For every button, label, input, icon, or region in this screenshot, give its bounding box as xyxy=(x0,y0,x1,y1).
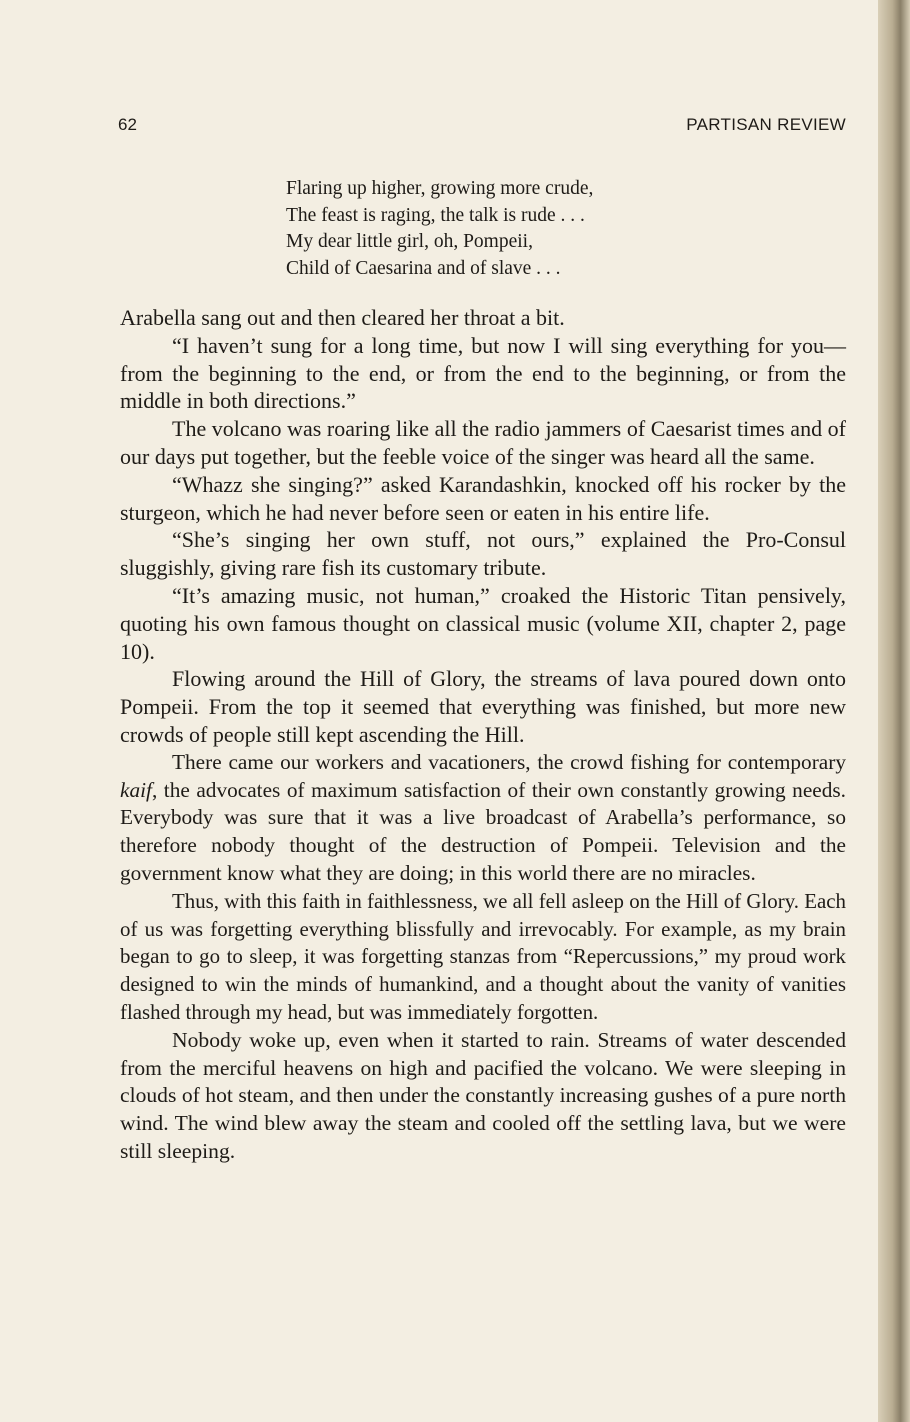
page-number: 62 xyxy=(118,115,137,134)
paragraph-text: There came our workers and vacationers, the crowd fishing for contemporary xyxy=(172,749,846,774)
running-header xyxy=(118,115,846,139)
body-text xyxy=(120,304,846,1166)
paragraph: Flowing around the Hill of Glory, the streams of lava poured down onto Pompeii. From the top it seemed that everything was finished, but more new crowds of people still kept ascending the Hill. xyxy=(120,666,846,747)
verse-line: My dear little girl, oh, Pompeii, xyxy=(286,231,533,252)
italic-word: kaif xyxy=(120,777,152,802)
paragraph: The volcano was roaring like all the radio jammers of Caesarist times and of our days put together, but the feeble voice of the singer was heard all the same. xyxy=(120,416,846,469)
paragraph: “It’s amazing music, not human,” croaked the Historic Titan pensively, quoting his own famous thought on classical music (volume XII, chapter 2, page 10). xyxy=(120,582,846,664)
verse-line: Flaring up higher, growing more crude, xyxy=(286,178,594,199)
paragraph xyxy=(120,749,846,888)
paragraph: “She’s singing her own stuff, not ours,” explained the Pro-Consul sluggishly, giving rare fish its customary tribute. xyxy=(120,527,846,581)
paragraph: Thus, with this faith in faithlessness, we all fell asleep on the Hill of Glory. Each of us was forgetting everything blissfully and irrevocably. For example, as my brain began to go to sleep, it was forgetting stanzas from “Repercussions,” my proud work designed to win the minds of humankind, and a thought about the vanity of vanities flashed through my head, but was immediately forgotten. xyxy=(120,888,846,1024)
paragraph: “Whazz she singing?” asked Karandashkin, knocked off his rocker by the sturgeon, which he had never before seen or eaten in his entire life. xyxy=(120,471,846,525)
paragraph: “I haven’t sung for a long time, but now I will sing everything for you—from the beginning to the end, or from the end to the beginning, or from the middle in both directions.” xyxy=(120,332,846,414)
verse-line: The feast is raging, the talk is rude . . . xyxy=(286,204,585,226)
paragraph-text: , the advocates of maximum satisfaction of their own constantly growing needs. Everybody was sure that it was a live broadcast of Arabella’s performance, so therefore nobody thought of the destruction of Pompeii. Television and the government know what they are doing; in this world there are no miracles. xyxy=(120,777,846,885)
verse-stanza xyxy=(286,176,806,282)
paragraph: Arabella sang out and then cleared her throat a bit. xyxy=(120,305,565,330)
journal-title: PARTISAN REVIEW xyxy=(686,115,846,134)
page-edge-shadow xyxy=(878,0,910,1422)
verse-line: Child of Caesarina and of slave . . . xyxy=(286,257,561,279)
paragraph: Nobody woke up, even when it started to rain. Streams of water descended from the merciful heavens on high and pacified the volcano. We were sleeping in clouds of hot steam, and then under the constantly increasing gushes of a pure north wind. The wind blew away the steam and cooled off the settling lava, but we were still sleeping. xyxy=(120,1027,846,1163)
